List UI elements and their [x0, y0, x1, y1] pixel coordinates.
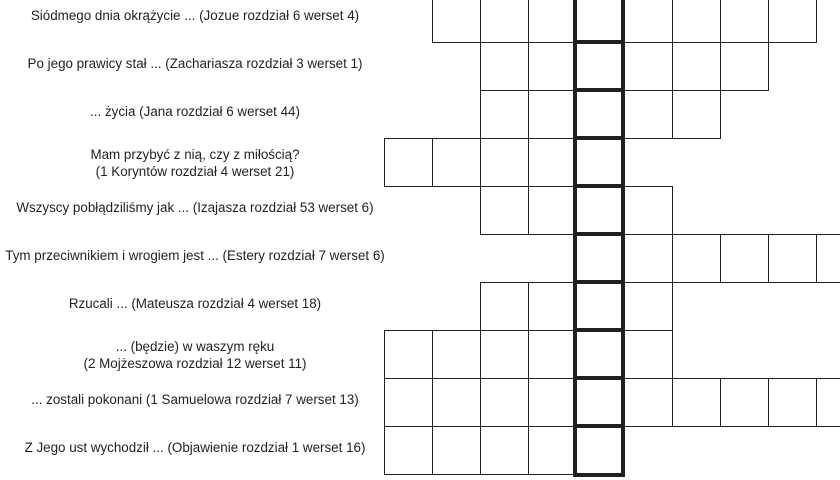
- clue-1: Siódmego dnia okrążycie ... (Jozue rozdział 6 werset 4): [30, 8, 360, 23]
- answer-cell-r2-c14[interactable]: [672, 42, 721, 91]
- answer-cell-r7-c10[interactable]: [480, 282, 529, 331]
- answer-cell-r7-c13[interactable]: [624, 282, 673, 331]
- answer-cell-r3-c14[interactable]: [672, 90, 721, 139]
- answer-cell-r4-c11[interactable]: [528, 138, 577, 187]
- answer-cell-r9-c15[interactable]: [720, 378, 769, 427]
- clue-2: Po jego prawicy stał ... (Zachariasza rozdział 3 werset 1): [27, 56, 363, 71]
- answer-cell-r3-c13[interactable]: [624, 90, 673, 139]
- answer-cell-r2-c10[interactable]: [480, 42, 529, 91]
- clue-9: ... zostali pokonani (1 Samuelowa rozdział 7 werset 13): [31, 392, 359, 407]
- answer-cell-r9-c11[interactable]: [528, 378, 577, 427]
- answer-cell-r1-c12[interactable]: [576, 0, 625, 43]
- clue-10: Z Jego ust wychodził ... (Objawienie rozdział 1 werset 16): [24, 440, 366, 455]
- answer-cell-r5-c10[interactable]: [480, 186, 529, 235]
- answer-cell-r5-c13[interactable]: [624, 186, 673, 235]
- answer-cell-r10-c12[interactable]: [576, 426, 625, 475]
- answer-cell-r10-c10[interactable]: [480, 426, 529, 475]
- answer-cell-r9-c9[interactable]: [432, 378, 481, 427]
- answer-cell-r1-c10[interactable]: [480, 0, 529, 43]
- clue-8: ... (będzie) w waszym ręku (2 Mojżeszowa rozdział 12 werset 11): [83, 339, 307, 371]
- answer-cell-r9-c8[interactable]: [384, 378, 433, 427]
- clue-6: Tym przeciwnikiem i wrogiem jest ... (Estery rozdział 7 werset 6): [5, 248, 385, 263]
- answer-cell-r2-c13[interactable]: [624, 42, 673, 91]
- answer-cell-r5-c11[interactable]: [528, 186, 577, 235]
- answer-cell-r6-c16[interactable]: [768, 234, 817, 283]
- clue-4: Mam przybyć z nią, czy z miłością? (1 Koryntów rozdział 4 werset 21): [90, 147, 300, 179]
- answer-cell-r6-c14[interactable]: [672, 234, 721, 283]
- answer-cell-r1-c14[interactable]: [672, 0, 721, 43]
- clue-5: Wszyscy pobłądziliśmy jak ... (Izajasza rozdział 53 werset 6): [16, 200, 374, 215]
- answer-cell-r9-c13[interactable]: [624, 378, 673, 427]
- answer-cell-r8-c12[interactable]: [576, 330, 625, 379]
- answer-cell-r8-c11[interactable]: [528, 330, 577, 379]
- answer-cell-r9-c14[interactable]: [672, 378, 721, 427]
- answer-cell-r3-c10[interactable]: [480, 90, 529, 139]
- answer-cell-r7-c11[interactable]: [528, 282, 577, 331]
- answer-cell-r4-c8[interactable]: [384, 138, 433, 187]
- answer-cell-r6-c17[interactable]: [816, 234, 840, 283]
- answer-cell-r1-c13[interactable]: [624, 0, 673, 43]
- answer-cell-r4-c10[interactable]: [480, 138, 529, 187]
- answer-cell-r1-c15[interactable]: [720, 0, 769, 43]
- answer-cell-r8-c10[interactable]: [480, 330, 529, 379]
- answer-cell-r1-c9[interactable]: [432, 0, 481, 43]
- answer-cell-r6-c12[interactable]: [576, 234, 625, 283]
- answer-cell-r9-c12[interactable]: [576, 378, 625, 427]
- answer-cell-r10-c9[interactable]: [432, 426, 481, 475]
- answer-cell-r9-c16[interactable]: [768, 378, 817, 427]
- answer-cell-r4-c9[interactable]: [432, 138, 481, 187]
- answer-cell-r3-c11[interactable]: [528, 90, 577, 139]
- answer-cell-r6-c15[interactable]: [720, 234, 769, 283]
- answer-cell-r8-c8[interactable]: [384, 330, 433, 379]
- answer-cell-r1-c16[interactable]: [768, 0, 817, 43]
- answer-cell-r4-c12[interactable]: [576, 138, 625, 187]
- answer-cell-r2-c15[interactable]: [720, 42, 769, 91]
- answer-cell-r10-c8[interactable]: [384, 426, 433, 475]
- answer-cell-r8-c13[interactable]: [624, 330, 673, 379]
- answer-cell-r3-c12[interactable]: [576, 90, 625, 139]
- answer-cell-r5-c12[interactable]: [576, 186, 625, 235]
- answer-cell-r8-c9[interactable]: [432, 330, 481, 379]
- answer-cell-r6-c13[interactable]: [624, 234, 673, 283]
- answer-cell-r2-c11[interactable]: [528, 42, 577, 91]
- answer-cell-r1-c11[interactable]: [528, 0, 577, 43]
- answer-cell-r2-c12[interactable]: [576, 42, 625, 91]
- answer-cell-r7-c12[interactable]: [576, 282, 625, 331]
- answer-cell-r9-c17[interactable]: [816, 378, 840, 427]
- clue-7: Rzucali ... (Mateusza rozdział 4 werset 18): [68, 296, 322, 311]
- clue-3: ... życia (Jana rozdział 6 werset 44): [90, 104, 300, 119]
- answer-cell-r10-c11[interactable]: [528, 426, 577, 475]
- answer-cell-r9-c10[interactable]: [480, 378, 529, 427]
